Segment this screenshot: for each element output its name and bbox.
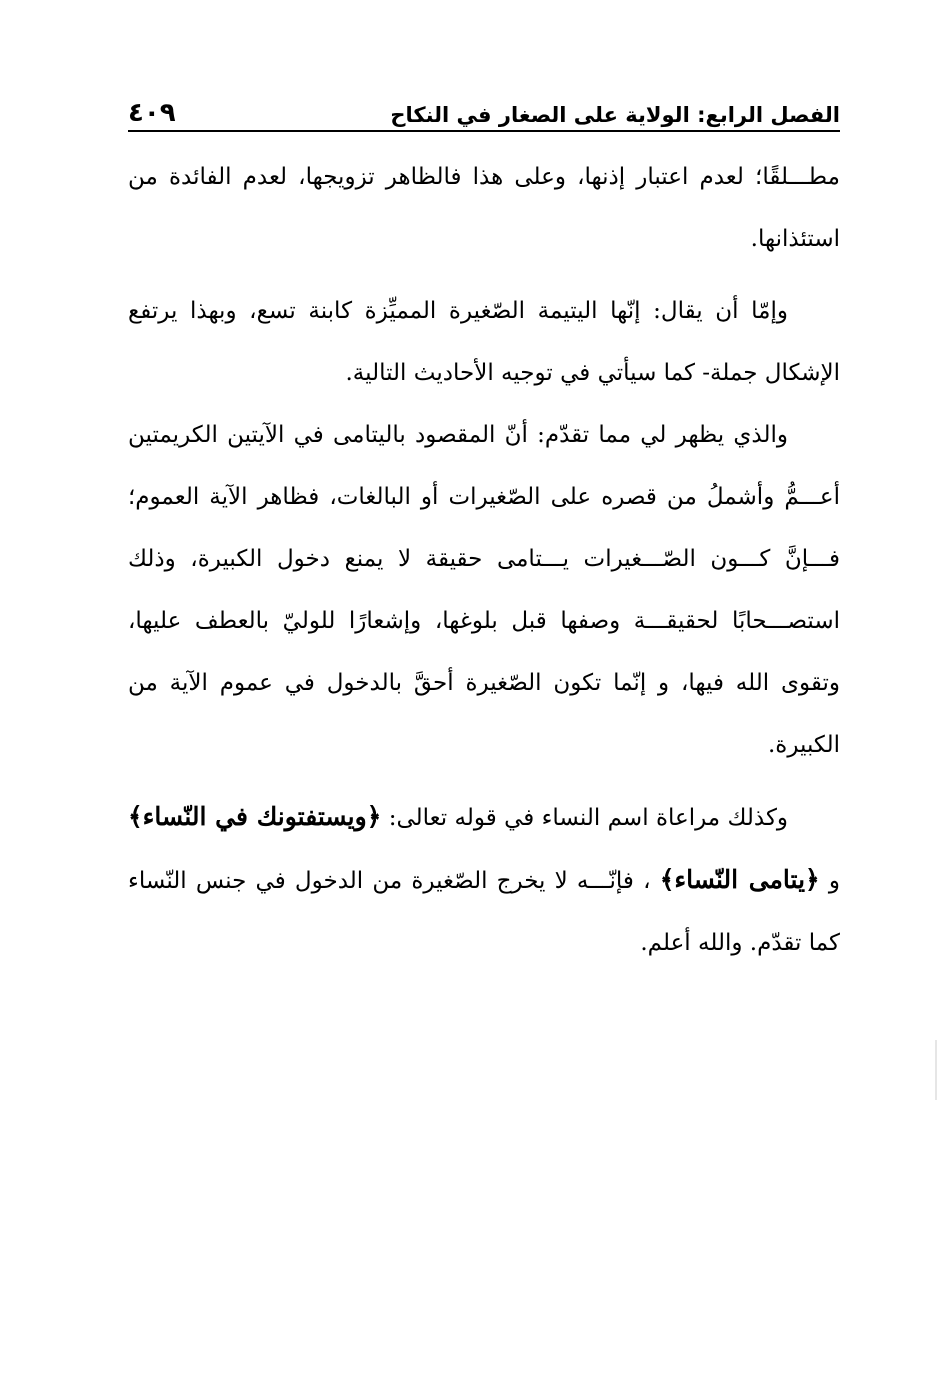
paragraph-4-outro: ، فإنّـــه لا يخرج الصّغيرة من الدخول في جنس النّساء كما تقدّم. والله أعلم. — [128, 868, 840, 956]
paragraph-4-middle: و — [819, 868, 840, 894]
page-body — [128, 146, 840, 974]
page-header — [128, 96, 840, 132]
paragraph-2: وإمّا أن يقال: إنّها اليتيمة الصّغيرة المميِّزة كابنة تسع، وبهذا يرتفع الإشكال جملة- كما سيأتي في توجيه الأحاديث التالية. — [128, 298, 840, 386]
paragraph-1: مطـــلقًا؛ لعدم اعتبار إذنها، وعلى هذا فالظاهر تزويجها، لعدم الفائدة من استئذانها. — [128, 164, 840, 252]
quran-verse-2: ﴿يتامى النّساء﴾ — [659, 865, 820, 894]
paragraph-3: والذي يظهر لي مما تقدّم: أنّ المقصود باليتامى في الآيتين الكريمتين أعـــمُّ وأشملُ من قصره على الصّغيرات أو البالغات، فظاهر الآية العموم؛ فـــإنَّ كـــون الصّـــغيرات يـــتامى حقيقة لا يمنع دخول الكبيرة، وذلك استصـــحابًا لحقيقـــة وصفها قبل بلوغها، وإشعارًا للوليّ بالعطف عليها، وتقوى الله فيها، و إنّما تكون الصّغيرة أحقَّ بالدخول في عموم الآية من الكبيرة. — [128, 422, 840, 758]
scan-edge-mark — [935, 1040, 937, 1100]
chapter-title: الفصل الرابع: الولاية على الصغار في النكاح — [390, 103, 840, 127]
page-number: ٤٠٩ — [128, 98, 176, 128]
paragraph-4-intro: وكذلك مراعاة اسم النساء في قوله تعالى: — [381, 805, 788, 831]
paragraph-4 — [128, 786, 840, 974]
quran-verse-1: ﴿ويستفتونك في النّساء﴾ — [128, 802, 382, 831]
